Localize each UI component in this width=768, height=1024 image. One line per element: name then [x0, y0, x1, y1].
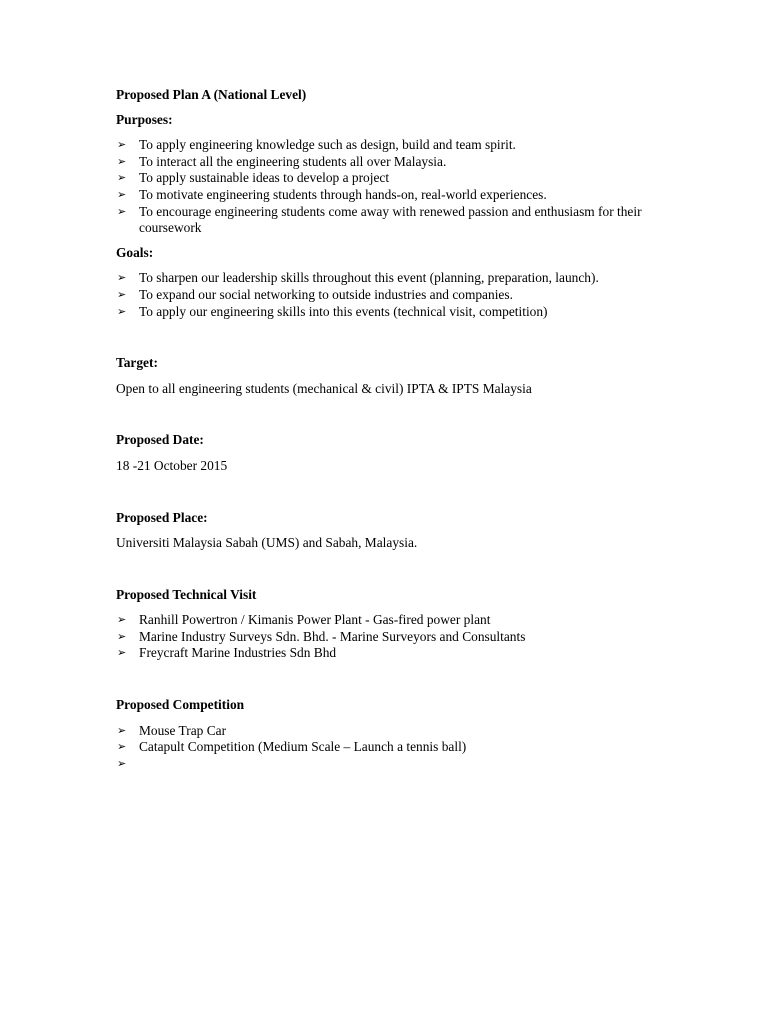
- arrowhead-bullet-icon: ➢: [117, 740, 127, 754]
- arrowhead-bullet-icon: ➢: [117, 304, 127, 318]
- technical-visit-text: Ranhill Powertron / Kimanis Power Plant - Gas-fired power plant: [139, 612, 491, 628]
- arrowhead-bullet-icon: ➢: [117, 204, 127, 218]
- competition-heading: Proposed Competition: [116, 697, 245, 713]
- target-text: Open to all engineering students (mechanical & civil) IPTA & IPTS Malaysia: [116, 380, 532, 396]
- list-item: [116, 645, 656, 662]
- arrowhead-bullet-icon: ➢: [117, 287, 127, 301]
- purpose-text: To apply engineering knowledge such as design, build and team spirit.: [139, 137, 516, 153]
- goal-text: To sharpen our leadership skills throughout this event (planning, preparation, launch).: [139, 270, 599, 286]
- goal-text: To apply our engineering skills into this events (technical visit, competition): [139, 303, 548, 319]
- place-text: Universiti Malaysia Sabah (UMS) and Sabah, Malaysia.: [116, 535, 418, 551]
- arrowhead-bullet-icon: ➢: [117, 629, 127, 643]
- date-text: 18 -21 October 2015: [116, 457, 228, 473]
- arrowhead-bullet-icon: ➢: [117, 613, 127, 627]
- arrowhead-bullet-icon: ➢: [117, 723, 127, 737]
- arrowhead-bullet-icon: ➢: [117, 646, 127, 660]
- goals-list: [116, 270, 656, 320]
- purposes-heading: Purposes:: [116, 111, 173, 127]
- place-heading: Proposed Place:: [116, 509, 208, 525]
- list-item: [116, 187, 656, 204]
- arrowhead-bullet-icon: ➢: [117, 271, 127, 285]
- purposes-list: [116, 137, 656, 237]
- list-item: [116, 629, 656, 646]
- technical-visit-text: Marine Industry Surveys Sdn. Bhd. - Marine Surveyors and Consultants: [139, 628, 526, 644]
- technical-visit-list: [116, 612, 656, 662]
- list-item: [116, 723, 656, 740]
- competition-list: [116, 723, 656, 773]
- competition-text: Catapult Competition (Medium Scale – Launch a tennis ball): [139, 739, 467, 755]
- technical-visit-heading: Proposed Technical Visit: [116, 586, 257, 602]
- list-item: [116, 612, 656, 629]
- purpose-text: To apply sustainable ideas to develop a project: [139, 170, 390, 186]
- list-item: [116, 204, 644, 237]
- list-item: [116, 270, 656, 287]
- goals-heading: Goals:: [116, 244, 154, 260]
- list-item: [116, 170, 656, 187]
- arrowhead-bullet-icon: ➢: [117, 756, 127, 770]
- purpose-text: To encourage engineering students come away with renewed passion and enthusiasm for their coursework: [139, 203, 642, 236]
- list-item: [116, 739, 656, 756]
- document-title: Proposed Plan A (National Level): [116, 87, 307, 102]
- list-item: [116, 756, 656, 773]
- purpose-text: To interact all the engineering students all over Malaysia.: [139, 153, 447, 169]
- list-item: [116, 287, 656, 304]
- list-item: [116, 137, 656, 154]
- arrowhead-bullet-icon: ➢: [117, 154, 127, 168]
- purpose-text: To motivate engineering students through hands-on, real-world experiences.: [139, 186, 547, 202]
- technical-visit-text: Freycraft Marine Industries Sdn Bhd: [139, 645, 337, 661]
- arrowhead-bullet-icon: ➢: [117, 171, 127, 185]
- arrowhead-bullet-icon: ➢: [117, 138, 127, 152]
- list-item: [116, 304, 656, 321]
- target-heading: Target:: [116, 355, 158, 371]
- arrowhead-bullet-icon: ➢: [117, 187, 127, 201]
- document-page: [116, 87, 656, 772]
- date-heading: Proposed Date:: [116, 432, 204, 448]
- list-item: [116, 154, 656, 171]
- goal-text: To expand our social networking to outside industries and companies.: [139, 286, 513, 302]
- competition-text: Mouse Trap Car: [139, 722, 227, 738]
